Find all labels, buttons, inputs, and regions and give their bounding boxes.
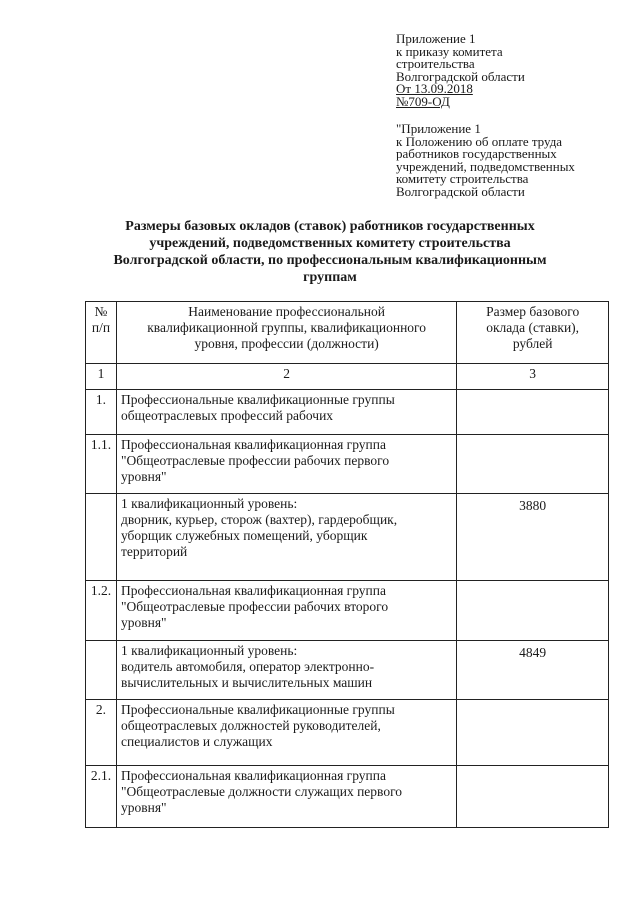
regulation-line: учреждений, подведомственных bbox=[396, 158, 575, 174]
row-text: общеотраслевых профессий рабочих bbox=[120, 408, 334, 423]
header-number bbox=[86, 302, 117, 364]
header-text: оклада (ставки), bbox=[486, 320, 580, 335]
appendix-line: Волгоградской области bbox=[396, 68, 525, 84]
column-number: 1 bbox=[86, 364, 117, 390]
row-description bbox=[116, 700, 456, 766]
regulation-line: Волгоградской области bbox=[396, 183, 525, 199]
row-text: уровня" bbox=[120, 615, 167, 630]
row-text: Профессиональная квалификационная группа bbox=[120, 768, 386, 783]
row-text: "Общеотраслевые должности служащих первого bbox=[120, 784, 403, 799]
column-number-row bbox=[86, 364, 609, 390]
row-text: общеотраслевых должностей руководителей, bbox=[120, 718, 381, 733]
row-text: Профессиональные квалификационные группы bbox=[120, 702, 395, 717]
row-number: 1.1. bbox=[86, 435, 117, 494]
row-text: Профессиональная квалификационная группа bbox=[120, 583, 386, 598]
row-text: территорий bbox=[120, 544, 188, 559]
column-number: 3 bbox=[457, 364, 609, 390]
title-line: группам bbox=[303, 270, 357, 285]
row-text: "Общеотраслевые профессии рабочих второго bbox=[120, 599, 389, 614]
table-header-row bbox=[86, 302, 609, 364]
row-number bbox=[86, 494, 117, 581]
header-text: Размер базового bbox=[486, 304, 580, 319]
document-title bbox=[70, 218, 590, 286]
title-line: учреждений, подведомственных комитету строительства bbox=[149, 236, 511, 251]
row-number: 2. bbox=[86, 700, 117, 766]
order-date: От 13.09.2018 bbox=[396, 81, 473, 96]
row-number: 1. bbox=[86, 390, 117, 435]
row-description bbox=[116, 766, 456, 828]
row-salary: 3880 bbox=[457, 494, 609, 581]
table-row bbox=[86, 766, 609, 828]
table-row bbox=[86, 581, 609, 641]
row-salary: 4849 bbox=[457, 641, 609, 700]
row-text: уборщик служебных помещений, уборщик bbox=[120, 528, 368, 543]
row-text: водитель автомобиля, оператор электронно- bbox=[120, 659, 375, 674]
row-text: специалистов и служащих bbox=[120, 734, 273, 749]
salary-table bbox=[85, 301, 609, 828]
appendix-line: строительства bbox=[396, 56, 475, 71]
row-text: дворник, курьер, сторож (вахтер), гардеробщик, bbox=[120, 512, 398, 527]
header-text: № bbox=[94, 304, 108, 319]
header-text: рублей bbox=[512, 336, 553, 351]
order-number: №709-ОД bbox=[396, 93, 450, 109]
table-row bbox=[86, 700, 609, 766]
row-text: 1 квалификационный уровень: bbox=[120, 496, 298, 511]
row-description bbox=[116, 641, 456, 700]
title-line: Размеры базовых окладов (ставок) работников государственных bbox=[125, 219, 535, 234]
row-text: 1 квалификационный уровень: bbox=[120, 643, 298, 658]
header-name bbox=[116, 302, 456, 364]
row-description bbox=[116, 390, 456, 435]
row-salary bbox=[457, 390, 609, 435]
row-salary bbox=[457, 700, 609, 766]
appendix-header bbox=[396, 33, 525, 108]
row-description bbox=[116, 494, 456, 581]
row-text: Профессиональные квалификационные группы bbox=[120, 392, 395, 407]
row-text: уровня" bbox=[120, 469, 167, 484]
header-text: Наименование профессиональной bbox=[188, 304, 385, 319]
row-number bbox=[86, 641, 117, 700]
title-line: Волгоградской области, по профессиональным квалификационным bbox=[113, 253, 547, 268]
regulation-header bbox=[396, 123, 575, 198]
row-text: вычислительных и вычислительных машин bbox=[120, 675, 373, 690]
regulation-line: "Приложение 1 bbox=[396, 121, 481, 136]
header-text: квалификационной группы, квалификационного bbox=[147, 320, 427, 335]
row-salary bbox=[457, 581, 609, 641]
regulation-line: комитету строительства bbox=[396, 171, 529, 186]
row-number: 2.1. bbox=[86, 766, 117, 828]
row-salary bbox=[457, 435, 609, 494]
appendix-line: Приложение 1 bbox=[396, 31, 476, 46]
row-description bbox=[116, 435, 456, 494]
regulation-line: к Положению об оплате труда bbox=[396, 133, 563, 149]
header-salary bbox=[457, 302, 609, 364]
row-text: "Общеотраслевые профессии рабочих первого bbox=[120, 453, 390, 468]
table-row bbox=[86, 494, 609, 581]
row-description bbox=[116, 581, 456, 641]
table-row bbox=[86, 390, 609, 435]
row-number: 1.2. bbox=[86, 581, 117, 641]
appendix-line: к приказу комитета bbox=[396, 43, 503, 59]
regulation-line: работников государственных bbox=[396, 146, 557, 161]
header-text: уровня, профессии (должности) bbox=[194, 336, 379, 351]
table-row bbox=[86, 641, 609, 700]
row-salary bbox=[457, 766, 609, 828]
row-text: уровня" bbox=[120, 800, 167, 815]
table-row bbox=[86, 435, 609, 494]
column-number: 2 bbox=[116, 364, 456, 390]
header-text: п/п bbox=[91, 320, 111, 335]
row-text: Профессиональная квалификационная группа bbox=[120, 437, 386, 452]
